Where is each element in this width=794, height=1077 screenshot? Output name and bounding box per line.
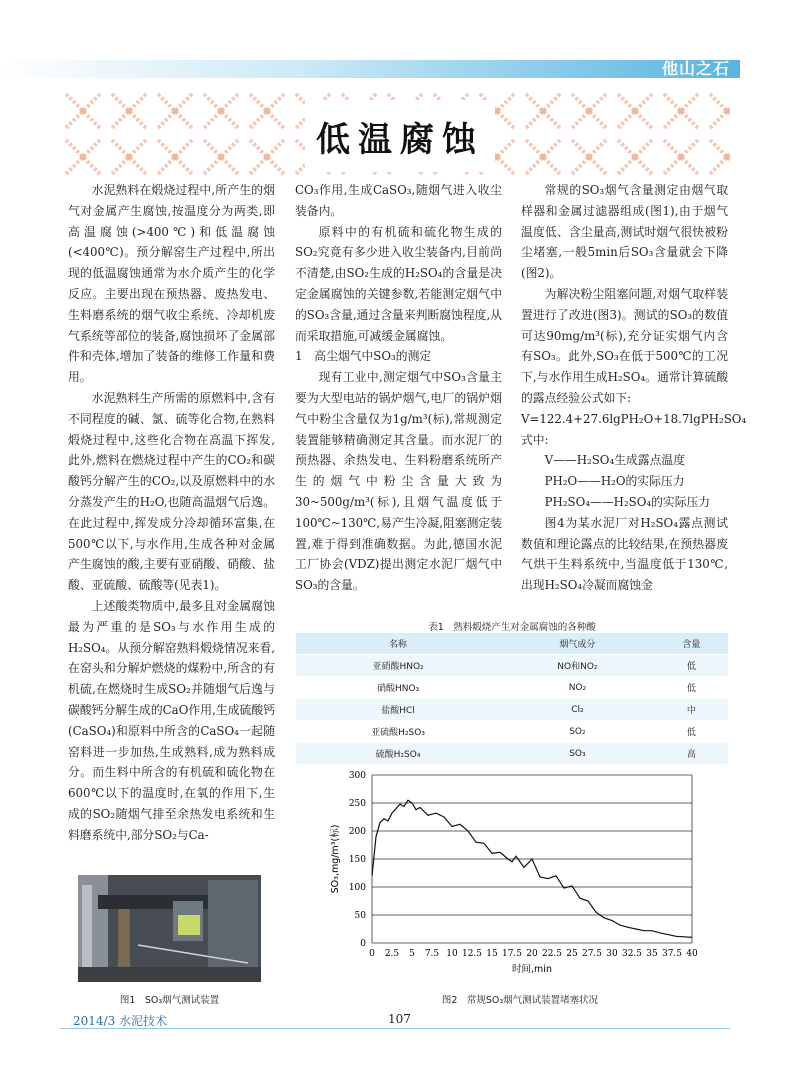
x-tick-label: 37.5 — [661, 949, 683, 959]
table-cell: 低 — [655, 721, 728, 743]
x-tick-label: 30 — [606, 949, 618, 959]
paragraph: 水泥熟料生产所需的原燃料中,含有不同程度的碱、氯、硫等化合物,在熟料煅烧过程中,这些化合物在高温下挥发,此外,燃料在燃烧过程中产生的CO₂和碳酸钙分解产生的CO₂,以及原燃料中的水分蒸发产生的H₂O,也随高温烟气后逸。在此过程中,挥发成分冷却循环富集,在500℃以下,与水作用,生成各种对金属产生腐蚀的酸,主要有亚硝酸、硝酸、盐酸、亚硫酸、硫酸等(见表1)。 — [68, 390, 275, 593]
table-cell: 亚硝酸HNO₂ — [296, 655, 500, 677]
paragraph: 图4为某水泥厂对H₂SO₄露点测试数值和理论露点的比较结果,在预热器废气烘干生料系统中,当温度低于130℃,出现H₂SO₄冷凝而腐蚀金 — [521, 515, 728, 593]
table-cell: 低 — [655, 655, 728, 677]
x-tick-label: 0 — [369, 949, 375, 959]
definition: PH₂O——H₂O的实际压力 — [544, 474, 685, 489]
y-tick-label: 100 — [348, 883, 366, 893]
section-tag: 他山之石 — [661, 59, 730, 78]
table-row — [296, 743, 728, 765]
table-cell: NO₂ — [500, 677, 655, 699]
table-cell: SO₂ — [500, 721, 655, 743]
table-cell: Cl₂ — [500, 699, 655, 721]
table-cell: NO和NO₂ — [500, 655, 655, 677]
column-2 — [295, 180, 502, 596]
x-tick-label: 7.5 — [424, 949, 440, 959]
x-tick-label: 40 — [686, 949, 698, 959]
x-tick-label: 27.5 — [581, 949, 603, 959]
page-title: 低温腐蚀 — [316, 120, 484, 160]
footer-rule — [60, 1028, 730, 1029]
so3-line-chart — [322, 765, 702, 987]
x-tick-label: 35 — [646, 949, 658, 959]
x-tick-label: 22.5 — [541, 949, 563, 959]
x-axis-label: 时间,min — [512, 964, 552, 975]
formula: V=122.4+27.6lgPH₂O+18.7lgPH₂SO₄ — [521, 411, 747, 426]
x-tick-label: 10 — [446, 949, 458, 959]
column-1 — [68, 180, 275, 846]
y-tick-label: 300 — [348, 771, 366, 781]
section-heading: 1 高尘烟气中SO₃的测定 — [295, 349, 432, 364]
paragraph: 现有工业中,测定烟气中SO₃含量主要为大型电站的锅炉烟气,电厂的锅炉烟气中粉尘含量仅为1g/m³(标),常规测定装置能够精确测定其含量。而水泥厂的预热器、余热发电、生料粉磨系统所产生的烟气中粉尘含量大致为30~500g/m³(标),且烟气温度低于100℃~130℃,易产生冷凝,阻塞测定装置,难于得到准确数据。为此,德国水泥工厂协会(VDZ)提出测定水泥厂烟气中SO₃的含量。 — [295, 370, 502, 593]
table-cell: 盐酸HCl — [296, 699, 500, 721]
x-tick-label: 12.5 — [461, 949, 483, 959]
column-header: 烟气成分 — [500, 633, 655, 655]
journal-info: 2014/3 水泥技术 — [73, 1014, 168, 1028]
y-tick-label: 200 — [348, 827, 366, 837]
x-tick-label: 2.5 — [384, 949, 400, 959]
table-row — [296, 655, 728, 677]
table-cell: 硫酸H₂SO₄ — [296, 743, 500, 765]
test-device-photo — [78, 875, 261, 982]
y-tick-label: 0 — [360, 939, 366, 949]
paragraph: 上述酸类物质中,最多且对金属腐蚀最为严重的是SO₃与水作用生成的H₂SO₄。从预分解窑熟料煅烧情况来看,在窑头和分解炉燃烧的煤粉中,所含的有机硫,在燃烧时生成SO₂并随烟气后逸与碳酸钙分解生成的CaO作用,生成硫酸钙(CaSO₄)和原料中所含的CaSO₄一起随窑料进一步加热,生成熟料,成为熟料成分。而生料中所含的有机硫和硫化物在600℃以下的温度时,在氧的作用下,生成的SO₂随烟气排至余热发电系统和生料磨系统中,部分SO₂与Ca- — [68, 598, 275, 842]
column-header: 含量 — [655, 633, 728, 655]
x-tick-label: 5 — [409, 949, 415, 959]
column-3 — [521, 180, 747, 596]
definition: PH₂SO₄——H₂SO₄的实际压力 — [544, 494, 711, 509]
page-number: 107 — [388, 1012, 411, 1026]
x-tick-label: 32.5 — [621, 949, 643, 959]
paragraph: 水泥熟料在煅烧过程中,所产生的烟气对金属产生腐蚀,按温度分为两类,即高温腐蚀(>400℃)和低温腐蚀(<400℃)。预分解窑生产过程中,所出现的低温腐蚀通常为水介质产生的化学反应。主要出现在预热器、废热发电、生料磨系统的烟气收尘系统、冷却机废气系统等部位的装备,腐蚀损坏了金属部件和壳体,增加了装备的维修工作量和费用。 — [68, 183, 275, 385]
x-tick-label: 20 — [526, 949, 538, 959]
paragraph: 为解决粉尘阻塞问题,对烟气取样装置进行了改进(图3)。测试的SO₃的数值可达90mg/m³(标),充分证实烟气内含有SO₃。此外,SO₃在低于500℃的工况下,与水作用生成H₂SO₄。通常计算硫酸的露点经验公式如下: — [521, 286, 728, 405]
table-cell: 中 — [655, 699, 728, 721]
definition: V——H₂SO₄生成露点温度 — [544, 453, 685, 468]
x-tick-label: 15 — [486, 949, 498, 959]
table-header-row — [296, 633, 728, 655]
x-tick-label: 25 — [566, 949, 578, 959]
table-cell: SO₃ — [500, 743, 655, 765]
test-device-illustration — [78, 875, 261, 982]
table-cell: 硝酸HNO₃ — [296, 677, 500, 699]
figure-1-caption: 图1 SO₃烟气测试装置 — [119, 995, 220, 1006]
table-cell: 低 — [655, 677, 728, 699]
series-line — [372, 800, 692, 937]
column-header: 名称 — [296, 633, 500, 655]
acid-table — [296, 633, 728, 765]
table-row — [296, 677, 728, 699]
figure-2-caption: 图2 常规SO₃烟气测试装置堵塞状况 — [441, 995, 599, 1006]
paragraph: CO₃作用,生成CaSO₃,随烟气进入收尘装备内。 — [295, 183, 502, 218]
paragraph: 原料中的有机硫和硫化物生成的SO₂究竟有多少进入收尘装备内,目前尚不清楚,由SO₂生成的H₂SO₄的含量是决定金属腐蚀的关键参数,若能测定烟气中的SO₃含量,通过含量来判断腐蚀程度,从而采取措施,可减缓金属腐蚀。 — [295, 224, 502, 343]
table-row — [296, 721, 728, 743]
table-row — [296, 699, 728, 721]
y-tick-label: 50 — [354, 911, 366, 921]
formula-where: 式中: — [521, 432, 549, 447]
table-cell: 高 — [655, 743, 728, 765]
x-tick-label: 17.5 — [501, 949, 523, 959]
table-cell: 亚硫酸H₂SO₃ — [296, 721, 500, 743]
y-tick-label: 250 — [348, 799, 366, 809]
paragraph: 常规的SO₃烟气含量测定由烟气取样器和金属过滤器组成(图1),由于烟气温度低、含尘量高,测试时烟气很快被粉尘堵塞,一般5min后SO₃含量就会下降(图2)。 — [521, 183, 728, 281]
y-tick-label: 150 — [348, 855, 366, 865]
y-axis-label: SO₃,mg/m³(标) — [330, 824, 341, 894]
table-caption: 表1 熟料煅烧产生对金属腐蚀的各种酸 — [428, 622, 596, 633]
